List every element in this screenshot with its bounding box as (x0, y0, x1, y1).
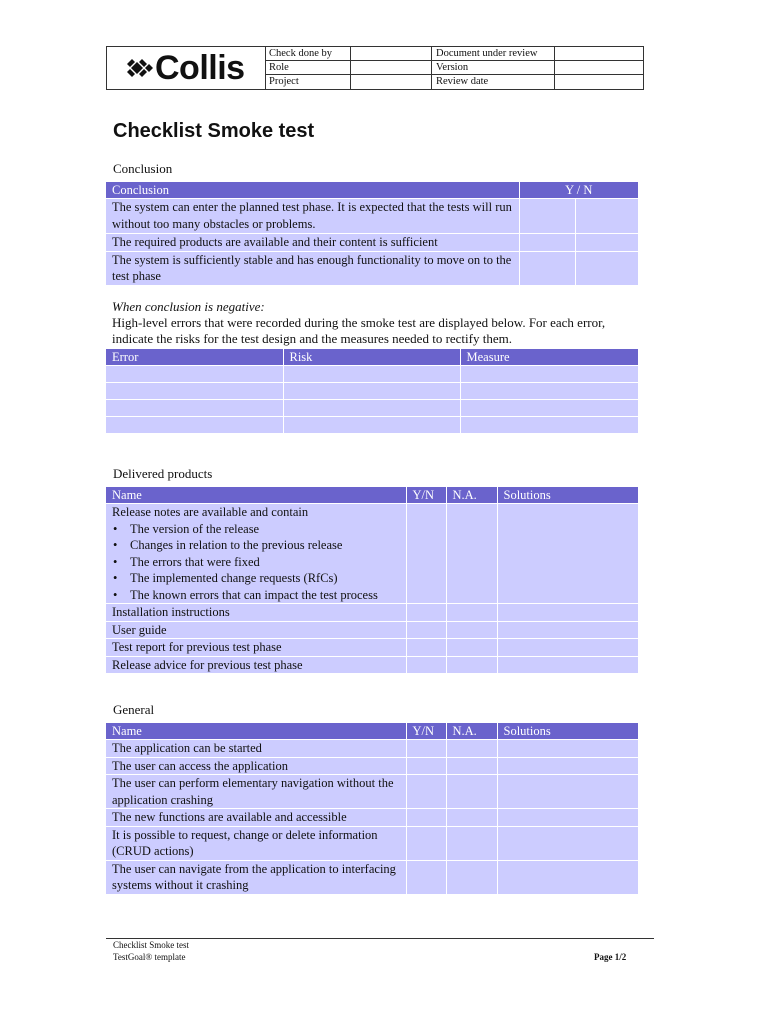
general-item: The user can access the application (106, 757, 406, 775)
na-cell[interactable] (446, 504, 497, 604)
conclusion-item: The system can enter the planned test phase. It is expected that the tests will run without too many obstacles or problems. (106, 199, 519, 234)
yn-cell[interactable] (406, 826, 446, 860)
table-row (106, 809, 638, 827)
yn-header: Y/N (406, 487, 446, 504)
yn-header: Y / N (519, 182, 638, 199)
table-row (106, 757, 638, 775)
table-row (106, 400, 638, 417)
na-header: N.A. (446, 487, 497, 504)
logo-text: Collis (155, 49, 245, 87)
table-row (106, 383, 638, 400)
measure-cell[interactable] (460, 417, 638, 434)
na-cell[interactable] (446, 639, 497, 657)
measure-header: Measure (460, 349, 638, 366)
yn-cell[interactable] (406, 656, 446, 673)
document-under-review-field[interactable] (555, 47, 643, 61)
na-cell[interactable] (446, 656, 497, 673)
error-header: Error (106, 349, 283, 366)
table-row (106, 234, 638, 252)
error-cell[interactable] (106, 366, 283, 383)
product-item: Test report for previous test phase (106, 639, 406, 657)
solutions-cell[interactable] (497, 639, 638, 657)
release-notes-label: Release notes are available and contain (112, 505, 309, 519)
conclusion-item: The required products are available and their content is sufficient (106, 234, 519, 252)
na-cell[interactable] (446, 826, 497, 860)
na-cell[interactable] (446, 740, 497, 758)
release-notes-item (106, 504, 406, 604)
review-date-field[interactable] (555, 75, 643, 89)
table-row (106, 826, 638, 860)
yn-header: Y/N (406, 723, 446, 740)
solutions-cell[interactable] (497, 757, 638, 775)
role-field[interactable] (351, 61, 431, 75)
error-cell[interactable] (106, 400, 283, 417)
solutions-cell[interactable] (497, 775, 638, 809)
delivered-section-label: Delivered products (113, 466, 213, 481)
conclusion-item: The system is sufficiently stable and has enough functionality to move on to the test phase (106, 251, 519, 285)
project-label: Project (269, 76, 299, 87)
general-item: The new functions are available and accessible (106, 809, 406, 827)
general-item: It is possible to request, change or delete information (CRUD actions) (106, 826, 406, 860)
table-row (106, 417, 638, 434)
negative-heading: When conclusion is negative: (112, 299, 265, 314)
list-item: • The known errors that can impact the test process (130, 587, 400, 604)
na-cell[interactable] (446, 621, 497, 639)
document-under-review-label: Document under review (436, 48, 538, 59)
table-row (106, 604, 638, 622)
solutions-cell[interactable] (497, 860, 638, 894)
table-row (106, 504, 638, 604)
product-item: Installation instructions (106, 604, 406, 622)
list-item: • The implemented change requests (RfCs) (130, 570, 400, 587)
yn-cell[interactable] (406, 740, 446, 758)
n-cell[interactable] (575, 234, 638, 252)
table-row (106, 775, 638, 809)
n-cell[interactable] (575, 251, 638, 285)
risk-cell[interactable] (283, 400, 460, 417)
list-item: • The errors that were fixed (130, 554, 400, 571)
measure-cell[interactable] (460, 366, 638, 383)
measure-cell[interactable] (460, 400, 638, 417)
logo (107, 47, 266, 89)
y-cell[interactable] (519, 234, 575, 252)
document-header (106, 46, 644, 90)
general-item: The user can navigate from the application to interfacing systems without it crashing (106, 860, 406, 894)
yn-cell[interactable] (406, 775, 446, 809)
solutions-cell[interactable] (497, 826, 638, 860)
solutions-header: Solutions (497, 487, 638, 504)
risk-cell[interactable] (283, 383, 460, 400)
conclusion-header-row (106, 182, 638, 199)
na-cell[interactable] (446, 757, 497, 775)
version-field[interactable] (555, 61, 643, 75)
product-item: User guide (106, 621, 406, 639)
na-cell[interactable] (446, 775, 497, 809)
solutions-cell[interactable] (497, 604, 638, 622)
yn-cell[interactable] (406, 809, 446, 827)
delivered-header-row (106, 487, 638, 504)
table-row (106, 251, 638, 285)
product-item: Release advice for previous test phase (106, 656, 406, 673)
review-date-label: Review date (436, 76, 489, 87)
check-done-by-field[interactable] (351, 47, 431, 61)
solutions-cell[interactable] (497, 504, 638, 604)
check-done-by-label: Check done by (269, 48, 332, 59)
solutions-header: Solutions (497, 723, 638, 740)
risk-header: Risk (283, 349, 460, 366)
general-item: The user can perform elementary navigation without the application crashing (106, 775, 406, 809)
table-row (106, 656, 638, 673)
conclusion-table (106, 182, 638, 285)
table-row (106, 621, 638, 639)
page-number: Page 1/2 (594, 952, 627, 962)
table-row (106, 366, 638, 383)
table-row (106, 860, 638, 894)
name-header: Name (106, 487, 406, 504)
conclusion-section-label: Conclusion (113, 161, 173, 176)
general-table (106, 723, 638, 894)
list-item: • The version of the release (130, 521, 400, 538)
table-row (106, 199, 638, 234)
n-cell[interactable] (575, 199, 638, 234)
yn-cell[interactable] (406, 504, 446, 604)
name-header: Name (106, 723, 406, 740)
na-header: N.A. (446, 723, 497, 740)
role-label: Role (269, 62, 289, 73)
measure-cell[interactable] (460, 383, 638, 400)
general-section-label: General (113, 702, 155, 717)
solutions-cell[interactable] (497, 621, 638, 639)
footer-doc-title: Checklist Smoke test (113, 940, 189, 950)
y-cell[interactable] (519, 199, 575, 234)
error-cell[interactable] (106, 383, 283, 400)
list-item: • Changes in relation to the previous release (130, 537, 400, 554)
solutions-cell[interactable] (497, 656, 638, 673)
negative-text: High-level errors that were recorded during the smoke test are displayed below. For each error, indicate the risks for the test design and the measures needed to rectify them. (112, 315, 606, 346)
yn-cell[interactable] (406, 757, 446, 775)
general-item: The application can be started (106, 740, 406, 758)
page-title: Checklist Smoke test (113, 120, 315, 142)
table-row (106, 740, 638, 758)
project-field[interactable] (351, 75, 431, 89)
na-cell[interactable] (446, 604, 497, 622)
na-cell[interactable] (446, 809, 497, 827)
yn-cell[interactable] (406, 621, 446, 639)
error-table (106, 349, 638, 433)
table-row (106, 639, 638, 657)
y-cell[interactable] (519, 251, 575, 285)
version-label: Version (436, 62, 469, 73)
na-cell[interactable] (446, 860, 497, 894)
yn-cell[interactable] (406, 639, 446, 657)
solutions-cell[interactable] (497, 740, 638, 758)
header-fields (265, 47, 643, 89)
collis-logo-icon (123, 55, 153, 81)
conclusion-header: Conclusion (106, 182, 519, 199)
yn-cell[interactable] (406, 860, 446, 894)
error-cell[interactable] (106, 417, 283, 434)
risk-cell[interactable] (283, 417, 460, 434)
risk-cell[interactable] (283, 366, 460, 383)
footer-template: TestGoal® template (113, 952, 186, 962)
error-header-row (106, 349, 638, 366)
solutions-cell[interactable] (497, 809, 638, 827)
release-notes-list (112, 521, 400, 604)
delivered-products-table (106, 487, 638, 673)
yn-cell[interactable] (406, 604, 446, 622)
general-header-row (106, 723, 638, 740)
